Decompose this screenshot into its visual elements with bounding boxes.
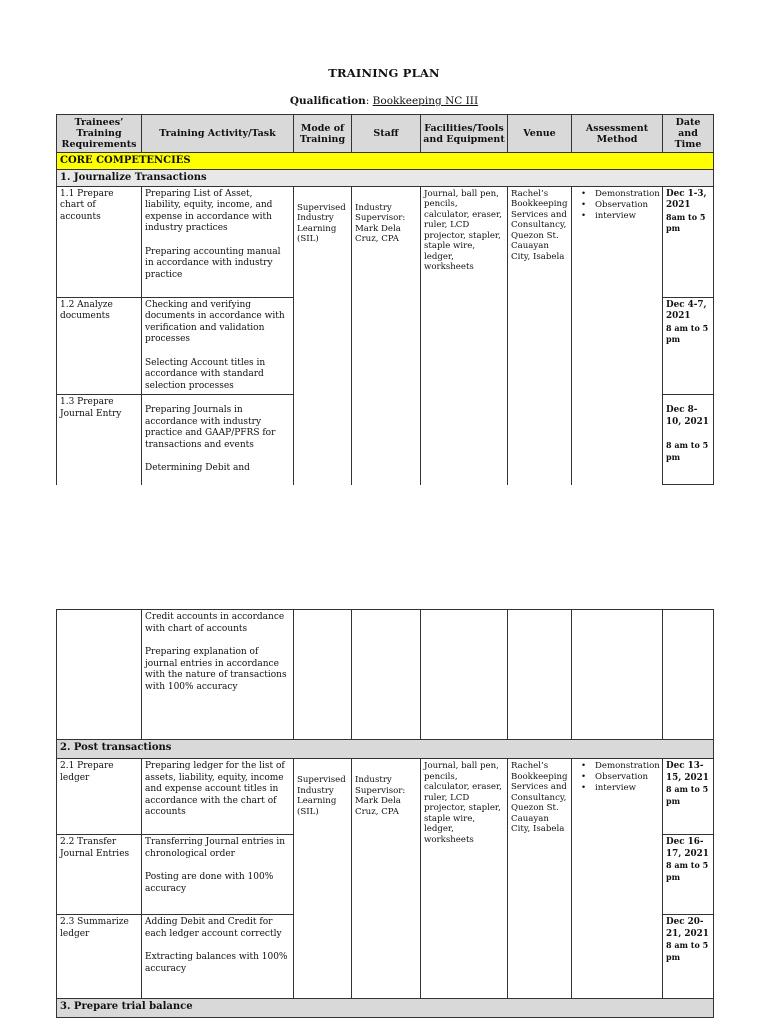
staff-cell: Industry Supervisor: Mark Dela Cruz, CPA <box>352 186 421 485</box>
training-plan-table-continued <box>56 609 714 1018</box>
task-text: Selecting Account titles in accordance with standard selection processes <box>145 357 266 391</box>
training-plan-table <box>56 114 714 485</box>
assessment-item: • interview <box>575 783 659 794</box>
date-cell <box>663 835 714 915</box>
time-text: 8 am to 5 pm <box>666 940 709 962</box>
date-cell <box>663 297 714 395</box>
task-text: Credit accounts in accordance with chart of accounts <box>145 612 285 634</box>
date-text: Dec 16-17, 2021 <box>666 837 709 859</box>
section-title: 3. Prepare trial balance <box>57 999 714 1018</box>
header-facilities: Facilities/Tools and Equipment <box>421 115 508 153</box>
date-text: Dec 8-10, 2021 <box>666 405 709 427</box>
task-text: Preparing ledger for the list of assets, liability, equity, income and expense account titles in accordance with the chart of accounts <box>145 761 285 817</box>
mode-cell: Supervised Industry Learning (SIL) <box>294 186 352 485</box>
facilities-cell: Journal, ball pen, pencils, calculator, eraser, ruler, LCD projector, stapler, staple wire, ledger, worksheets <box>421 759 508 999</box>
facilities-cell: Journal, ball pen, pencils, calculator, eraser, ruler, LCD projector, stapler, staple wire, ledger, worksheets <box>421 186 508 485</box>
task-text: Determining Debit and <box>145 463 250 473</box>
qualification-label: Qualification <box>289 95 366 107</box>
table-row <box>57 610 714 740</box>
venue-cell: Rachel’s Bookkeeping Services and Consultancy, Quezon St. Cauayan City, Isabela <box>508 186 572 485</box>
assessment-item: • Demonstration <box>575 189 659 200</box>
core-competencies-row <box>57 153 714 170</box>
activity-cell <box>142 835 294 915</box>
section-row <box>57 999 714 1018</box>
mode-cell <box>294 610 352 740</box>
requirement-cell: 1.1 Prepare chart of accounts <box>57 186 142 297</box>
section-row <box>57 740 714 759</box>
task-text: Transferring Journal entries in chronological order <box>145 837 286 859</box>
date-text: Dec 1-3, 2021 <box>666 188 707 210</box>
venue-cell: Rachel’s Bookkeeping Services and Consultancy, Quezon St. Cauayan City, Isabela <box>508 759 572 999</box>
requirement-cell: 2.3 Summarize ledger <box>57 915 142 999</box>
task-text: Posting are done with 100% accuracy <box>145 872 274 894</box>
section-title: 1. Journalize Transactions <box>57 169 714 186</box>
activity-cell <box>142 759 294 835</box>
staff-cell <box>352 610 421 740</box>
requirement-cell: 1.2 Analyze documents <box>57 297 142 395</box>
task-text: Preparing explanation of journal entries in accordance with the nature of transactions with 100% accuracy <box>145 647 287 692</box>
task-text: Checking and verifying documents in accordance with verification and validation processes <box>145 299 285 344</box>
time-text: 8 am to 5 pm <box>666 440 709 462</box>
requirement-cell: 2.2 Transfer Journal Entries <box>57 835 142 915</box>
task-text: Preparing List of Asset, liability, equity, income, and expense in accordance with industry practices <box>145 188 273 233</box>
activity-cell <box>142 610 294 740</box>
requirement-cell <box>57 610 142 740</box>
time-text: 8 am to 5 pm <box>666 322 709 344</box>
header-row <box>57 115 714 153</box>
staff-cell: Industry Supervisor: Mark Dela Cruz, CPA <box>352 759 421 999</box>
assessment-item: • Demonstration <box>575 761 659 772</box>
page-title: TRAINING PLAN <box>328 66 440 80</box>
header-mode: Mode of Training <box>294 115 352 153</box>
time-text: 8 am to 5 pm <box>666 860 709 882</box>
requirement-cell: 2.1 Prepare ledger <box>57 759 142 835</box>
core-competencies-label: CORE COMPETENCIES <box>57 153 714 170</box>
requirement-cell: 1.3 Prepare Journal Entry <box>57 395 142 485</box>
activity-cell <box>142 915 294 999</box>
section-title: 2. Post transactions <box>57 740 714 759</box>
header-activity: Training Activity/Task <box>142 115 294 153</box>
qualification-line: Qualification: Bookkeeping NC III <box>289 95 479 107</box>
table-row <box>57 186 714 297</box>
activity-cell <box>142 395 294 485</box>
header-date: Date and Time <box>663 115 714 153</box>
date-cell <box>663 186 714 297</box>
date-text: Dec 20-21, 2021 <box>666 917 709 939</box>
facilities-cell <box>421 610 508 740</box>
header-requirements: Trainees’ Training Requirements <box>57 115 142 153</box>
task-text: Preparing accounting manual in accordance with industry practice <box>145 246 281 280</box>
assessment-item: • Observation <box>575 200 659 211</box>
assessment-cell <box>572 759 663 999</box>
date-cell <box>663 915 714 999</box>
header-venue: Venue <box>508 115 572 153</box>
header-assessment: Assessment Method <box>572 115 663 153</box>
task-text: Adding Debit and Credit for each ledger account correctly <box>145 917 282 939</box>
qualification-value: Bookkeeping NC III <box>372 95 479 107</box>
assessment-cell <box>572 610 663 740</box>
header-staff: Staff <box>352 115 421 153</box>
activity-cell <box>142 297 294 395</box>
activity-cell <box>142 186 294 297</box>
date-cell <box>663 395 714 485</box>
task-text: Preparing Journals in accordance with industry practice and GAAP/PFRS for transactions and events <box>145 405 276 450</box>
section-row <box>57 169 714 186</box>
date-text: Dec 13-15, 2021 <box>666 761 709 783</box>
table-row <box>57 759 714 835</box>
assessment-item: • interview <box>575 211 659 222</box>
mode-cell: Supervised Industry Learning (SIL) <box>294 759 352 999</box>
date-text: Dec 4-7, 2021 <box>666 299 707 321</box>
time-text: 8 am to 5 pm <box>666 784 709 806</box>
date-cell <box>663 759 714 835</box>
task-text: Extracting balances with 100% accuracy <box>145 952 288 974</box>
assessment-cell <box>572 186 663 485</box>
time-text: 8am to 5 pm <box>666 211 706 233</box>
date-cell <box>663 610 714 740</box>
venue-cell <box>508 610 572 740</box>
assessment-item: • Observation <box>575 772 659 783</box>
